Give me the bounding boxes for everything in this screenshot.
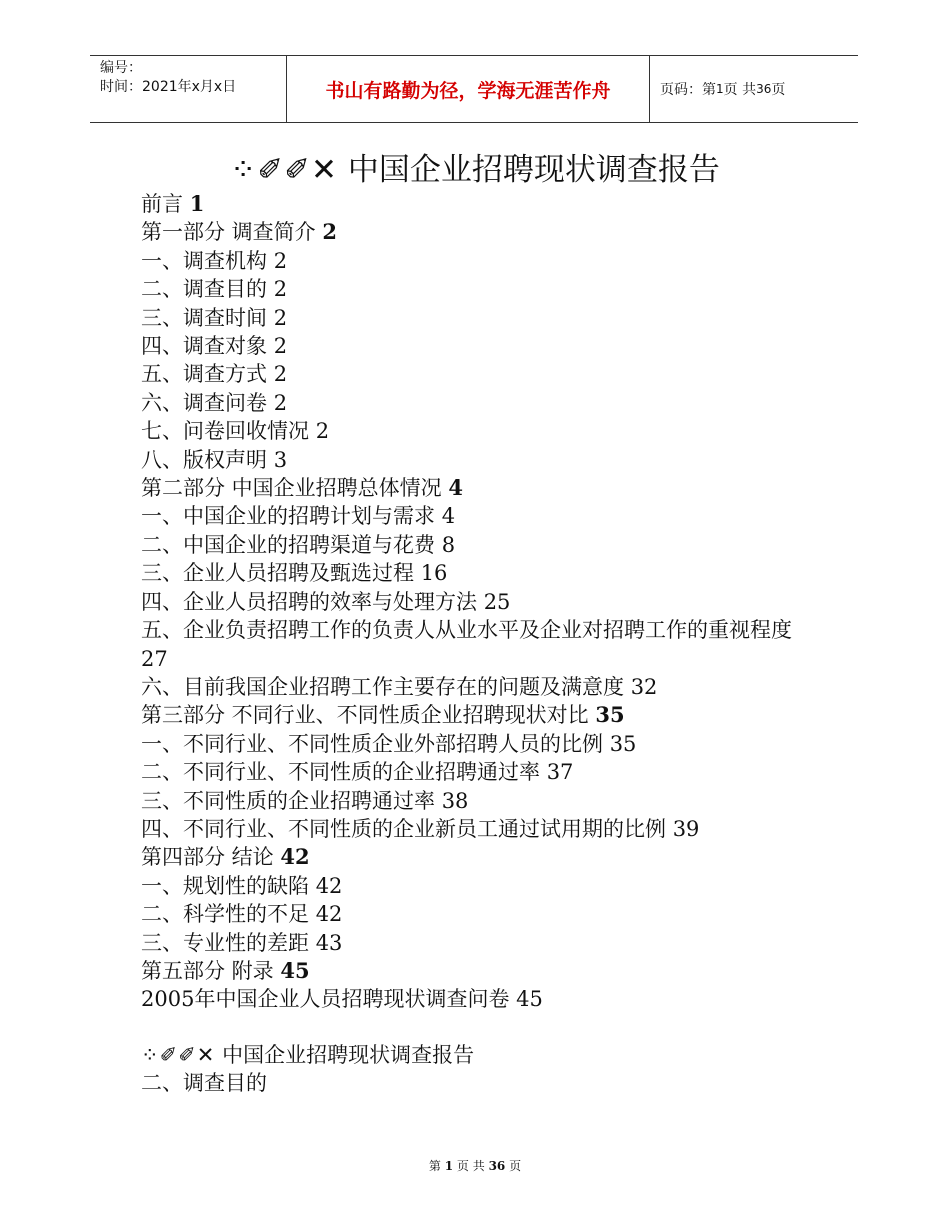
toc-entry-page: 2 xyxy=(273,390,288,415)
toc-entry-page: 3 xyxy=(273,447,288,472)
title-symbols: ⁘✐✐✕ xyxy=(230,152,339,188)
toc-entry-page: 2 xyxy=(273,362,288,387)
footer-mid: 页 共 xyxy=(456,1159,485,1173)
toc-entry-label: 四、企业人员招聘的效率与处理方法 xyxy=(141,589,477,614)
page-mid: 页 共 xyxy=(723,82,757,98)
toc-entry-page: 27 xyxy=(141,646,168,671)
toc-entry-page: 1 xyxy=(189,191,205,216)
toc-entry-label: 二、中国企业的招聘渠道与花费 xyxy=(141,532,435,557)
toc-entry xyxy=(141,247,821,275)
toc-entry-label: 八、版权声明 xyxy=(141,447,267,472)
toc-entry-page: 32 xyxy=(630,674,658,699)
footer-current: 1 xyxy=(444,1159,454,1173)
toc-entry-page: 4 xyxy=(448,475,463,501)
header-meta xyxy=(90,56,287,122)
table-of-contents xyxy=(141,190,821,1014)
toc-entry xyxy=(141,815,821,843)
time-label: 时间：2021年x月x日 xyxy=(100,79,237,95)
toc-entry-label: 一、不同行业、不同性质企业外部招聘人员的比例 xyxy=(141,731,603,756)
page-header xyxy=(90,55,858,123)
toc-part-entry xyxy=(141,957,821,985)
toc-entry xyxy=(141,872,821,900)
toc-entry-page: 42 xyxy=(315,873,343,898)
toc-entry-label: 六、调查问卷 xyxy=(141,390,267,415)
page-current: 1 xyxy=(716,82,724,96)
toc-entry xyxy=(141,304,821,332)
toc-entry-label: 二、调查目的 xyxy=(141,277,267,302)
toc-entry-label: 四、不同行业、不同性质的企业新员工通过试用期的比例 xyxy=(141,816,666,841)
toc-entry xyxy=(141,616,821,673)
page-footer xyxy=(0,1157,950,1174)
section-symbols: ⁘✐✐✕ xyxy=(141,1043,216,1067)
footer-total: 36 xyxy=(488,1159,506,1173)
toc-entry-label: 六、目前我国企业招聘工作主要存在的问题及满意度 xyxy=(141,674,624,699)
page-prefix: 页码：第 xyxy=(660,82,716,98)
header-page-info xyxy=(650,56,858,122)
toc-entry xyxy=(141,900,821,928)
toc-entry-label: 第一部分 调查简介 xyxy=(141,220,316,245)
toc-entry-page: 39 xyxy=(672,816,700,841)
toc-entry-label: 三、调查时间 xyxy=(141,305,267,330)
toc-entry-label: 三、不同性质的企业招聘通过率 xyxy=(141,788,435,813)
toc-entry-page: 37 xyxy=(546,760,574,785)
toc-entry-page: 35 xyxy=(609,731,637,756)
toc-entry-label: 二、不同行业、不同性质的企业招聘通过率 xyxy=(141,760,540,785)
toc-entry-page: 4 xyxy=(441,504,456,529)
toc-part-entry xyxy=(141,474,821,502)
toc-entry-label: 第四部分 结论 xyxy=(141,845,274,870)
toc-entry-label: 三、专业性的差距 xyxy=(141,930,309,955)
toc-entry-page: 2 xyxy=(315,419,330,444)
toc-entry xyxy=(141,332,821,360)
toc-entry-label: 2005年中国企业人员招聘现状调查问卷 xyxy=(141,987,510,1012)
toc-entry xyxy=(141,673,821,701)
document-title xyxy=(0,148,950,192)
toc-entry xyxy=(141,559,821,587)
toc-entry-label: 第五部分 附录 xyxy=(141,958,274,983)
toc-entry-page: 42 xyxy=(315,902,343,927)
toc-entry xyxy=(141,985,821,1013)
header-motto: 书山有路勤为径，学海无涯苦作舟 xyxy=(287,56,650,122)
section-title-text: 中国企业招聘现状调查报告 xyxy=(222,1043,475,1067)
toc-entry xyxy=(141,502,821,530)
toc-part-entry xyxy=(141,190,821,218)
toc-entry-page: 45 xyxy=(280,957,310,983)
toc-entry-page: 35 xyxy=(595,702,625,728)
toc-entry xyxy=(141,360,821,388)
toc-entry-label: 七、问卷回收情况 xyxy=(141,419,309,444)
toc-entry-label: 五、调查方式 xyxy=(141,362,267,387)
section-heading: 二、调查目的 xyxy=(141,1071,267,1095)
page-total: 36 xyxy=(756,82,772,96)
toc-entry xyxy=(141,787,821,815)
toc-entry-page: 2 xyxy=(273,305,288,330)
page-suffix: 页 xyxy=(771,82,786,98)
toc-entry-label: 前言 xyxy=(141,192,183,216)
toc-entry-label: 第三部分 不同行业、不同性质企业招聘现状对比 xyxy=(141,703,589,728)
footer-suffix: 页 xyxy=(509,1159,522,1173)
toc-entry-page: 16 xyxy=(420,561,448,586)
toc-entry-page: 2 xyxy=(273,277,288,302)
toc-entry-label: 三、企业人员招聘及甄选过程 xyxy=(141,561,414,586)
toc-entry-label: 五、企业负责招聘工作的负责人从业水平及企业对招聘工作的重视程度 xyxy=(141,618,792,643)
toc-part-entry xyxy=(141,843,821,871)
title-text: 中国企业招聘现状调查报告 xyxy=(347,152,720,188)
toc-entry-page: 38 xyxy=(441,788,469,813)
toc-entry xyxy=(141,758,821,786)
toc-entry-label: 第二部分 中国企业招聘总体情况 xyxy=(141,476,442,501)
toc-part-entry xyxy=(141,701,821,729)
toc-entry-page: 2 xyxy=(273,248,288,273)
toc-entry xyxy=(141,531,821,559)
toc-entry xyxy=(141,446,821,474)
footer-prefix: 第 xyxy=(428,1159,441,1173)
toc-entry-page: 43 xyxy=(315,930,343,955)
toc-entry xyxy=(141,417,821,445)
section-title xyxy=(141,1040,474,1070)
toc-entry xyxy=(141,389,821,417)
toc-entry-label: 一、调查机构 xyxy=(141,248,267,273)
toc-entry-page: 2 xyxy=(273,334,288,359)
toc-entry-page: 2 xyxy=(322,219,337,245)
code-label: 编号： xyxy=(100,60,142,76)
toc-entry-label: 四、调查对象 xyxy=(141,334,267,359)
toc-entry xyxy=(141,929,821,957)
toc-entry-page: 42 xyxy=(280,844,310,870)
toc-entry xyxy=(141,275,821,303)
toc-entry-label: 一、规划性的缺陷 xyxy=(141,873,309,898)
toc-entry-page: 25 xyxy=(483,589,511,614)
toc-entry-page: 45 xyxy=(516,987,543,1012)
toc-entry xyxy=(141,588,821,616)
toc-entry-label: 二、科学性的不足 xyxy=(141,902,309,927)
toc-part-entry xyxy=(141,218,821,246)
toc-entry-page: 8 xyxy=(441,532,456,557)
toc-entry-label: 一、中国企业的招聘计划与需求 xyxy=(141,504,435,529)
toc-entry xyxy=(141,730,821,758)
